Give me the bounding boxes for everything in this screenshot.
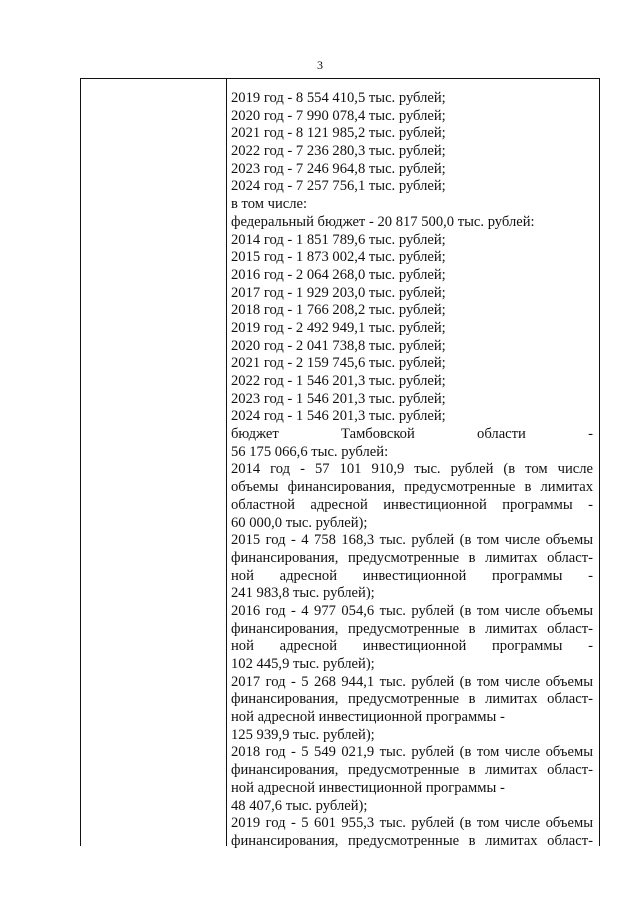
text-line: 241 983,8 тыс. рублей); [231,585,375,602]
table-right-cell [231,79,593,849]
text-line: в том числе: [231,196,308,213]
text-line: 2020 год - 2 041 738,8 тыс. рублей; [231,337,446,354]
text-line: 2017 год - 5 268 944,1 тыс. рублей (в том числе объемы [231,673,593,690]
text-line: 2022 год - 7 236 280,3 тыс. рублей; [231,143,446,160]
text-line: бюджет Тамбовской области - [231,426,593,443]
text-line: 2019 год - 2 492 949,1 тыс. рублей; [231,319,446,336]
text-line: 2016 год - 4 977 054,6 тыс. рублей (в том числе объемы [231,602,593,619]
text-line: областной адресной инвестиционной программы - [231,496,593,513]
text-line: финансирования, предусмотренные в лимитах област- [231,620,593,637]
text-line: 2014 год - 1 851 789,6 тыс. рублей; [231,231,446,248]
text-line: 125 939,9 тыс. рублей); [231,726,375,743]
funding-table [80,78,600,849]
page-number: 3 [317,58,323,72]
text-line: 2016 год - 2 064 268,0 тыс. рублей; [231,266,446,283]
text-line: ной адресной инвестиционной программы - [231,567,593,584]
text-line: 2024 год - 1 546 201,3 тыс. рублей; [231,408,446,425]
text-line: финансирования, предусмотренные в лимитах област- [231,762,593,779]
text-line: 2023 год - 7 246 964,8 тыс. рублей; [231,160,446,177]
text-line: 2018 год - 1 766 208,2 тыс. рублей; [231,302,446,319]
text-line: 2022 год - 1 546 201,3 тыс. рублей; [231,373,446,389]
text-line: 2014 год - 57 101 910,9 тыс. рублей (в том числе [231,461,593,478]
text-line: 102 445,9 тыс. рублей); [231,656,375,672]
text-line: ной адресной инвестиционной программы - [231,709,505,726]
table-left-cell [81,79,227,846]
text-line: 2023 год - 1 546 201,3 тыс. рублей; [231,390,446,407]
text-line: 2015 год - 1 873 002,4 тыс. рублей; [231,249,446,266]
text-line: 2019 год - 5 601 955,3 тыс. рублей (в том числе объемы [231,815,593,832]
text-line: 48 407,6 тыс. рублей); [231,797,368,814]
text-line: 2017 год - 1 929 203,0 тыс. рублей; [231,284,446,301]
text-line: ной адресной инвестиционной программы - [231,638,593,655]
text-line: 2021 год - 8 121 985,2 тыс. рублей; [231,125,446,142]
text-line: 2019 год - 8 554 410,5 тыс. рублей; [231,90,446,106]
text-line: 56 175 066,6 тыс. рублей: [231,443,389,460]
text-line: финансирования, предусмотренные в лимитах област- [231,549,593,566]
text-line: финансирования, предусмотренные в лимитах област- [231,691,593,708]
text-line: 60 000,0 тыс. рублей); [231,514,368,531]
text-line: ной адресной инвестиционной программы - [231,779,505,796]
text-line: 2020 год - 7 990 078,4 тыс. рублей; [231,107,446,124]
text-line: 2021 год - 2 159 745,6 тыс. рублей; [231,355,446,372]
text-line: объемы финансирования, предусмотренные в лимитах [231,479,593,496]
text-line: 2015 год - 4 758 168,3 тыс. рублей (в том числе объемы [231,532,593,549]
text-line: федеральный бюджет - 20 817 500,0 тыс. рублей: [231,213,535,230]
text-line: 2018 год - 5 549 021,9 тыс. рублей (в том числе объемы [231,744,593,761]
text-line: 2024 год - 7 257 756,1 тыс. рублей; [231,178,446,195]
text-line: финансирования, предусмотренные в лимитах област- [231,832,593,849]
